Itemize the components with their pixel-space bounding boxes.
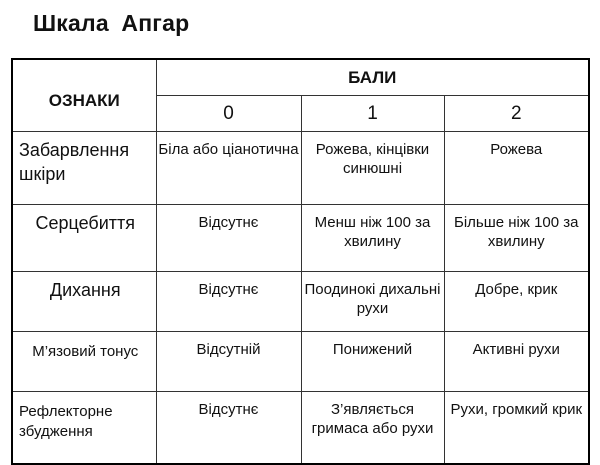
table-row (12, 392, 589, 464)
cell-score-0: Відсутнє (156, 392, 301, 464)
cell-score-0: Біла або ціанотична (156, 132, 301, 205)
sign-heart-rate: Серцебиття (12, 205, 156, 272)
header-points: БАЛИ (156, 59, 589, 96)
table-header-row-points (12, 59, 589, 96)
sign-reflex-irritability: Рефлекторне збудження (12, 392, 156, 464)
cell-score-1: Понижений (301, 332, 444, 392)
cell-score-0: Відсутній (156, 332, 301, 392)
cell-score-2: Добре, крик (444, 272, 589, 332)
cell-score-0: Відсутнє (156, 205, 301, 272)
cell-score-2: Рожева (444, 132, 589, 205)
header-signs: ОЗНАКИ (12, 59, 156, 132)
header-score-0: 0 (156, 96, 301, 132)
header-score-2: 2 (444, 96, 589, 132)
table-row (12, 205, 589, 272)
cell-score-2: Рухи, громкий крик (444, 392, 589, 464)
sign-muscle-tone: М’язовий тонус (12, 332, 156, 392)
table-row (12, 272, 589, 332)
cell-score-2: Активні рухи (444, 332, 589, 392)
sign-breathing: Дихання (12, 272, 156, 332)
apgar-score-table (11, 58, 590, 465)
cell-score-2: Більше ніж 100 за хвилину (444, 205, 589, 272)
header-score-1: 1 (301, 96, 444, 132)
cell-score-1: З’являється гримаса або рухи (301, 392, 444, 464)
cell-score-1: Менш ніж 100 за хвилину (301, 205, 444, 272)
page-title: Шкала Апгар (33, 10, 190, 36)
cell-score-0: Відсутнє (156, 272, 301, 332)
cell-score-1: Рожева, кінцівки синюшні (301, 132, 444, 205)
table-row (12, 332, 589, 392)
cell-score-1: Поодинокі дихальні рухи (301, 272, 444, 332)
table-row (12, 132, 589, 205)
sign-skin-color: Забарвлення шкіри (12, 132, 156, 205)
